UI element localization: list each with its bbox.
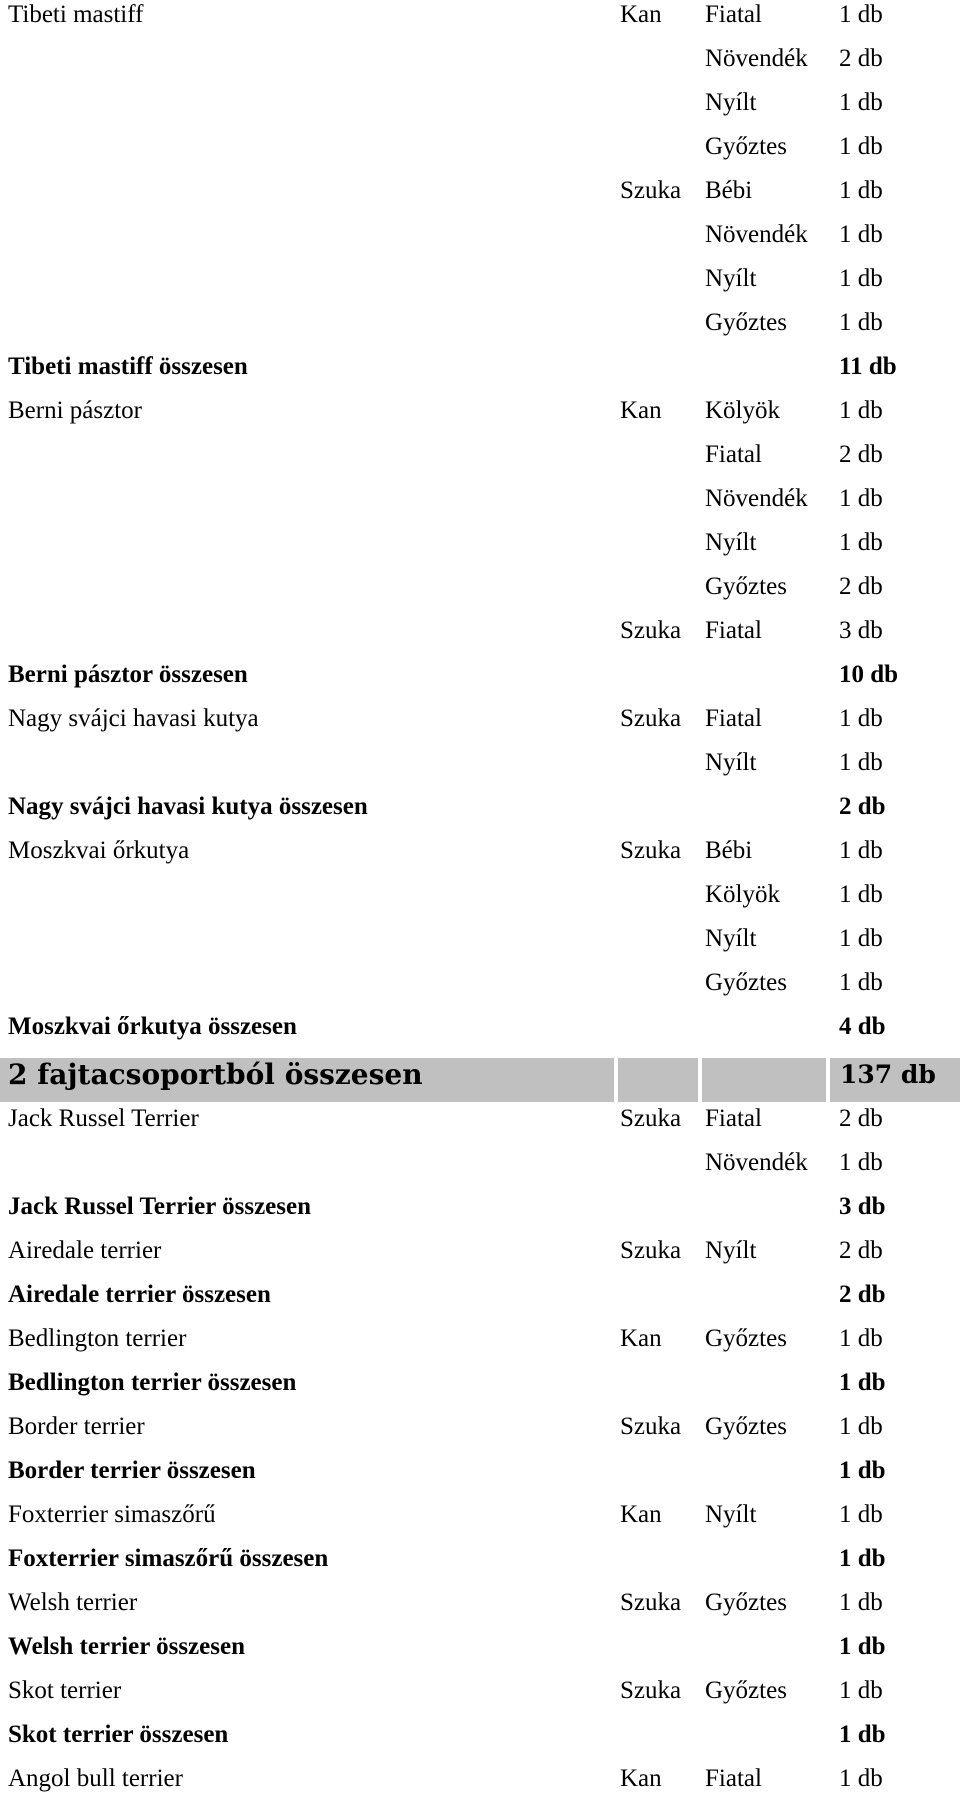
class-cell: Fiatal	[705, 705, 762, 732]
count-cell: 1 db	[839, 1369, 886, 1396]
count-cell: 1 db	[839, 89, 883, 116]
class-cell: Nyílt	[705, 265, 757, 292]
breed-name-cell: Angol bull terrier	[8, 1765, 183, 1792]
count-cell: 1 db	[839, 133, 883, 160]
sex-cell: Kan	[620, 1501, 662, 1528]
count-cell: 1 db	[839, 1, 883, 28]
count-cell: 137 db	[840, 1060, 936, 1089]
sex-cell: Szuka	[620, 177, 682, 204]
count-cell: 2 db	[839, 793, 886, 820]
group-row-background	[618, 1058, 698, 1102]
table-row	[0, 1412, 960, 1456]
class-cell: Nyílt	[705, 749, 757, 776]
class-cell: Bébi	[705, 837, 753, 864]
count-cell: 3 db	[839, 1193, 886, 1220]
breed-name-cell: Skot terrier	[8, 1677, 122, 1704]
class-cell: Nyílt	[705, 1237, 757, 1264]
breed-total-row	[0, 1632, 960, 1676]
count-cell: 1 db	[839, 1501, 883, 1528]
class-cell: Győztes	[705, 573, 787, 600]
table-row	[0, 44, 960, 88]
breed-total-row	[0, 1720, 960, 1764]
class-cell: Kölyök	[705, 397, 780, 424]
count-cell: 1 db	[839, 705, 883, 732]
class-cell: Győztes	[705, 969, 787, 996]
class-cell: Fiatal	[705, 1, 762, 28]
total-label-cell: Bedlington terrier összesen	[8, 1369, 297, 1396]
table-row	[0, 572, 960, 616]
class-cell: Győztes	[705, 1589, 787, 1616]
breed-total-row	[0, 1456, 960, 1500]
count-cell: 1 db	[839, 1413, 883, 1440]
sex-cell: Szuka	[620, 617, 682, 644]
total-label-cell: Tibeti mastiff összesen	[8, 353, 248, 380]
class-cell: Fiatal	[705, 1105, 762, 1132]
breed-total-row	[0, 1368, 960, 1412]
class-cell: Győztes	[705, 1413, 787, 1440]
breed-total-row	[0, 1012, 960, 1056]
breed-name-cell: Border terrier	[8, 1413, 145, 1440]
breed-total-row	[0, 352, 960, 396]
breed-name-cell: Tibeti mastiff	[8, 1, 144, 28]
count-cell: 1 db	[839, 397, 883, 424]
count-cell: 3 db	[839, 617, 883, 644]
count-cell: 2 db	[839, 573, 883, 600]
count-cell: 2 db	[839, 45, 883, 72]
count-cell: 1 db	[839, 177, 883, 204]
class-cell: Nyílt	[705, 529, 757, 556]
count-cell: 1 db	[839, 221, 883, 248]
table-row	[0, 220, 960, 264]
sex-cell: Kan	[620, 397, 662, 424]
count-cell: 1 db	[839, 485, 883, 512]
breed-name-cell: Airedale terrier	[8, 1237, 162, 1264]
table-row	[0, 176, 960, 220]
breed-total-row	[0, 1544, 960, 1588]
table-row	[0, 396, 960, 440]
count-cell: 1 db	[839, 1149, 883, 1176]
class-cell: Győztes	[705, 1325, 787, 1352]
class-cell: Bébi	[705, 177, 753, 204]
breed-name-cell: Foxterrier simaszőrű	[8, 1501, 216, 1528]
count-cell: 1 db	[839, 749, 883, 776]
table-row	[0, 880, 960, 924]
breed-name-cell: Bedlington terrier	[8, 1325, 187, 1352]
class-cell: Nyílt	[705, 1501, 757, 1528]
count-cell: 1 db	[839, 1325, 883, 1352]
class-cell: Kölyök	[705, 881, 780, 908]
total-label-cell: Skot terrier összesen	[8, 1721, 229, 1748]
class-cell: Növendék	[705, 221, 808, 248]
count-cell: 2 db	[839, 441, 883, 468]
table-row	[0, 0, 960, 44]
table-row	[0, 1104, 960, 1148]
count-cell: 2 db	[839, 1281, 886, 1308]
sex-cell: Szuka	[620, 1677, 682, 1704]
count-cell: 1 db	[839, 881, 883, 908]
breed-name-cell: Moszkvai őrkutya	[8, 837, 190, 864]
breed-name-cell: Berni pásztor	[8, 397, 142, 424]
class-cell: Fiatal	[705, 1765, 762, 1792]
class-cell: Fiatal	[705, 617, 762, 644]
table-row	[0, 1148, 960, 1192]
total-label-cell: Moszkvai őrkutya összesen	[8, 1013, 297, 1040]
class-cell: Növendék	[705, 1149, 808, 1176]
class-cell: Fiatal	[705, 441, 762, 468]
table-row	[0, 616, 960, 660]
count-cell: 2 db	[839, 1237, 883, 1264]
class-cell: Nyílt	[705, 89, 757, 116]
group-row-background	[702, 1058, 826, 1102]
class-cell: Győztes	[705, 309, 787, 336]
breed-name-cell: Jack Russel Terrier	[8, 1105, 199, 1132]
count-cell: 10 db	[839, 661, 899, 688]
table-row	[0, 1764, 960, 1808]
table-row	[0, 440, 960, 484]
breed-name-cell: Welsh terrier	[8, 1589, 138, 1616]
count-cell: 1 db	[839, 309, 883, 336]
total-label-cell: Nagy svájci havasi kutya összesen	[8, 793, 368, 820]
total-label-cell: Foxterrier simaszőrű összesen	[8, 1545, 329, 1572]
table-row	[0, 308, 960, 352]
breed-name-cell: Nagy svájci havasi kutya	[8, 705, 259, 732]
count-cell: 1 db	[839, 529, 883, 556]
breed-total-row	[0, 660, 960, 704]
table-row	[0, 484, 960, 528]
table-row	[0, 704, 960, 748]
sex-cell: Szuka	[620, 1237, 682, 1264]
count-cell: 1 db	[839, 1545, 886, 1572]
table-row	[0, 528, 960, 572]
count-cell: 1 db	[839, 837, 883, 864]
sex-cell: Szuka	[620, 1413, 682, 1440]
table-row	[0, 1324, 960, 1368]
sex-cell: Szuka	[620, 1105, 682, 1132]
sex-cell: Szuka	[620, 837, 682, 864]
count-cell: 1 db	[839, 265, 883, 292]
table-row	[0, 132, 960, 176]
class-cell: Győztes	[705, 1677, 787, 1704]
breed-total-row	[0, 1280, 960, 1324]
sex-cell: Kan	[620, 1325, 662, 1352]
sex-cell: Kan	[620, 1765, 662, 1792]
count-cell: 2 db	[839, 1105, 883, 1132]
count-cell: 1 db	[839, 1721, 886, 1748]
class-cell: Győztes	[705, 133, 787, 160]
table-row	[0, 836, 960, 880]
count-cell: 1 db	[839, 969, 883, 996]
table-row	[0, 1588, 960, 1632]
sex-cell: Kan	[620, 1, 662, 28]
count-cell: 4 db	[839, 1013, 886, 1040]
total-label-cell: Welsh terrier összesen	[8, 1633, 245, 1660]
total-label-cell: Jack Russel Terrier összesen	[8, 1193, 311, 1220]
count-cell: 1 db	[839, 1589, 883, 1616]
table-row	[0, 1500, 960, 1544]
total-label-cell: 2 fajtacsoportból összesen	[8, 1058, 423, 1091]
count-cell: 11 db	[839, 353, 897, 380]
breed-total-row	[0, 1192, 960, 1236]
table-row	[0, 924, 960, 968]
group-total-row	[0, 1056, 960, 1104]
count-cell: 1 db	[839, 1677, 883, 1704]
count-cell: 1 db	[839, 1765, 883, 1792]
total-label-cell: Border terrier összesen	[8, 1457, 256, 1484]
total-label-cell: Airedale terrier összesen	[8, 1281, 271, 1308]
table-row	[0, 1236, 960, 1280]
table-row	[0, 968, 960, 1012]
class-cell: Nyílt	[705, 925, 757, 952]
table-row	[0, 88, 960, 132]
total-label-cell: Berni pásztor összesen	[8, 661, 248, 688]
count-cell: 1 db	[839, 925, 883, 952]
sex-cell: Szuka	[620, 705, 682, 732]
table-row	[0, 748, 960, 792]
breed-total-row	[0, 792, 960, 836]
count-cell: 1 db	[839, 1457, 886, 1484]
table-row	[0, 1676, 960, 1720]
class-cell: Növendék	[705, 485, 808, 512]
count-cell: 1 db	[839, 1633, 886, 1660]
sex-cell: Szuka	[620, 1589, 682, 1616]
table-row	[0, 264, 960, 308]
class-cell: Növendék	[705, 45, 808, 72]
